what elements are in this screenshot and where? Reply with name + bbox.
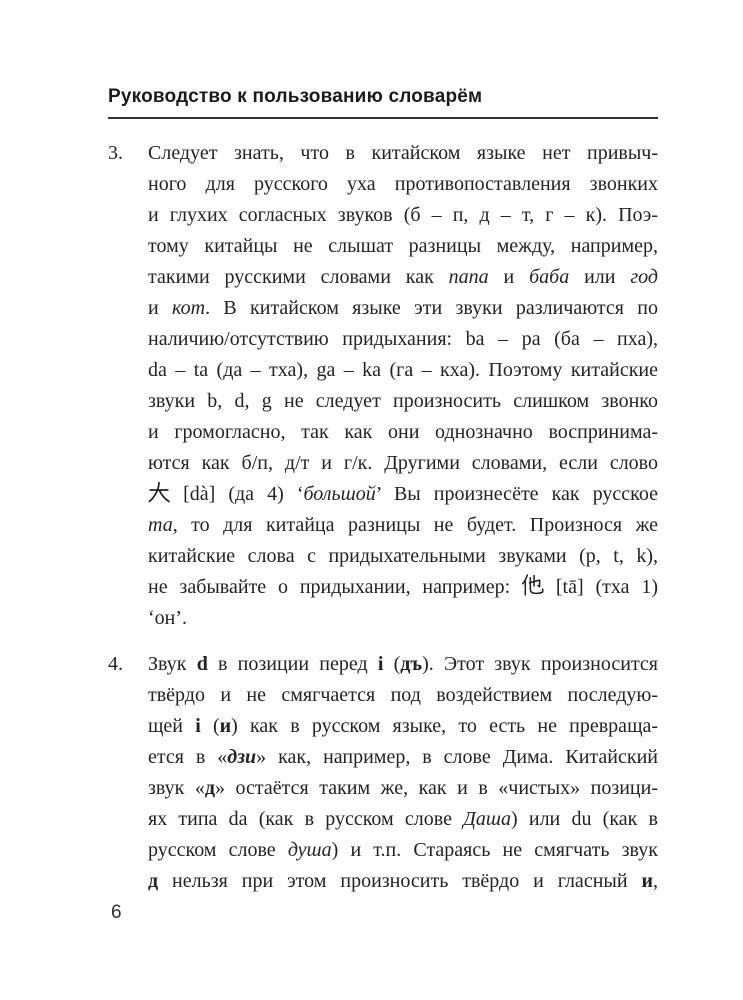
text-run: та [148,514,173,536]
text-line [148,479,658,510]
text-run: в позиции перед [207,653,378,675]
text-run: Даша [463,808,511,830]
text-run: и [488,266,530,288]
text-run: i [195,715,201,737]
text-run: русском слове [148,839,288,861]
list-number-4: 4. [108,653,123,675]
paragraph-4-lines [148,649,658,897]
list-number-3: 3. [108,142,123,164]
text-run: i [377,653,384,675]
text-run: , то для китайца разницы не будет. Произнося же [172,514,658,536]
text-line [148,773,658,804]
text-run: папа [448,266,489,288]
text-run: » как, например, в слове Дима. Китайский [256,746,658,768]
text-run: баба [529,266,570,288]
page-body [108,138,658,897]
text-run: или [569,266,631,288]
text-line [148,510,658,541]
text-run: китайские слова с придыхательными звуками (p, t, k), [148,545,658,567]
text-run: и громогласно, так как они однозначно воспринима- [148,421,658,443]
text-run: дъ [400,653,423,675]
running-header [108,85,658,119]
text-line [148,448,658,479]
text-line [148,603,658,634]
text-line [148,324,658,355]
text-line [148,200,658,231]
text-line [148,169,658,200]
text-run: большой [303,483,376,505]
text-line [148,835,658,866]
text-run: ( [200,715,220,737]
text-line [148,138,658,169]
text-run: ‘он’. [148,607,188,629]
text-line [148,293,658,324]
text-run: наличию/отсутствию придыхания: ba – pa (ба – пха), [148,328,658,350]
text-line [148,866,658,897]
text-run: кот [172,297,206,319]
text-run: ( [383,653,401,675]
text-run: [tā] (тха 1) [544,576,658,598]
text-run: и [641,870,653,892]
text-run: и глухих согласных звуков (б – п, д – т, г – к). Поэ- [148,204,658,226]
text-run: нельзя при этом произносить твёрдо и гласный [158,870,642,892]
text-run: тому китайцы не слышат разницы между, например, [148,235,658,257]
text-line [148,417,658,448]
text-line [148,262,658,293]
text-line [148,742,658,773]
text-run: не забывайте о придыхании, например: [148,576,523,598]
text-run: звук « [148,777,205,799]
paragraph-4 [108,649,658,897]
text-run: ). Этот звук произносится [422,653,658,675]
text-run: дзи [227,746,257,768]
text-run: год [630,266,658,288]
paragraph-3-lines [148,138,658,634]
text-run: звуки b, d, g не следует произносить слишком звонко [148,390,658,412]
text-line [148,572,658,603]
hanzi-ta-icon [522,574,544,596]
text-line [148,355,658,386]
text-run: д [148,870,159,892]
text-run: ) как в русском языке, то есть не превраща- [231,715,658,737]
text-run: щей [148,715,196,737]
text-run: такими русскими словами как [148,266,449,288]
text-run: » остаётся таким же, как и в «чистых» позици- [215,777,658,799]
text-line [148,711,658,742]
text-run: и [148,297,173,319]
text-run: ного для русского уха противопоставления звонких [148,173,658,195]
text-run: d [196,653,208,675]
hanzi-da-icon [148,481,170,503]
text-run: ’ Вы произнесёте как русское [375,483,659,505]
text-run: ) и т.п. Стараясь не смягчать звук [331,839,658,861]
text-run: и [219,715,232,737]
text-run: da – ta (да – тха), ga – ka (га – кха). Поэтому китайские [148,359,658,381]
text-run: , [653,870,658,892]
header-title: Руководство к пользованию словарём [108,86,483,107]
text-run: д [204,777,216,799]
text-run: твёрдо и не смягчается под воздействием последую- [148,684,658,706]
text-run: ется в « [148,746,228,768]
text-line [148,231,658,262]
page-number: 6 [111,902,122,923]
text-run: Следует знать, что в китайском языке нет привыч- [148,142,658,164]
text-line [148,680,658,711]
text-run: [dà] (да 4) ‘ [170,483,304,505]
text-run: ях типа da (как в русском слове [148,808,464,830]
text-line [148,804,658,835]
text-run: ются как б/п, д/т и г/к. Другими словами, если слово [148,452,658,474]
text-run: . В китайском языке эти звуки различаются по [205,297,658,319]
text-run: душа [287,839,332,861]
paragraph-3 [108,138,658,634]
text-run: ) или du (как в [511,808,658,830]
text-run: Звук [148,653,197,675]
text-line [148,386,658,417]
text-line [148,649,658,680]
text-line [148,541,658,572]
